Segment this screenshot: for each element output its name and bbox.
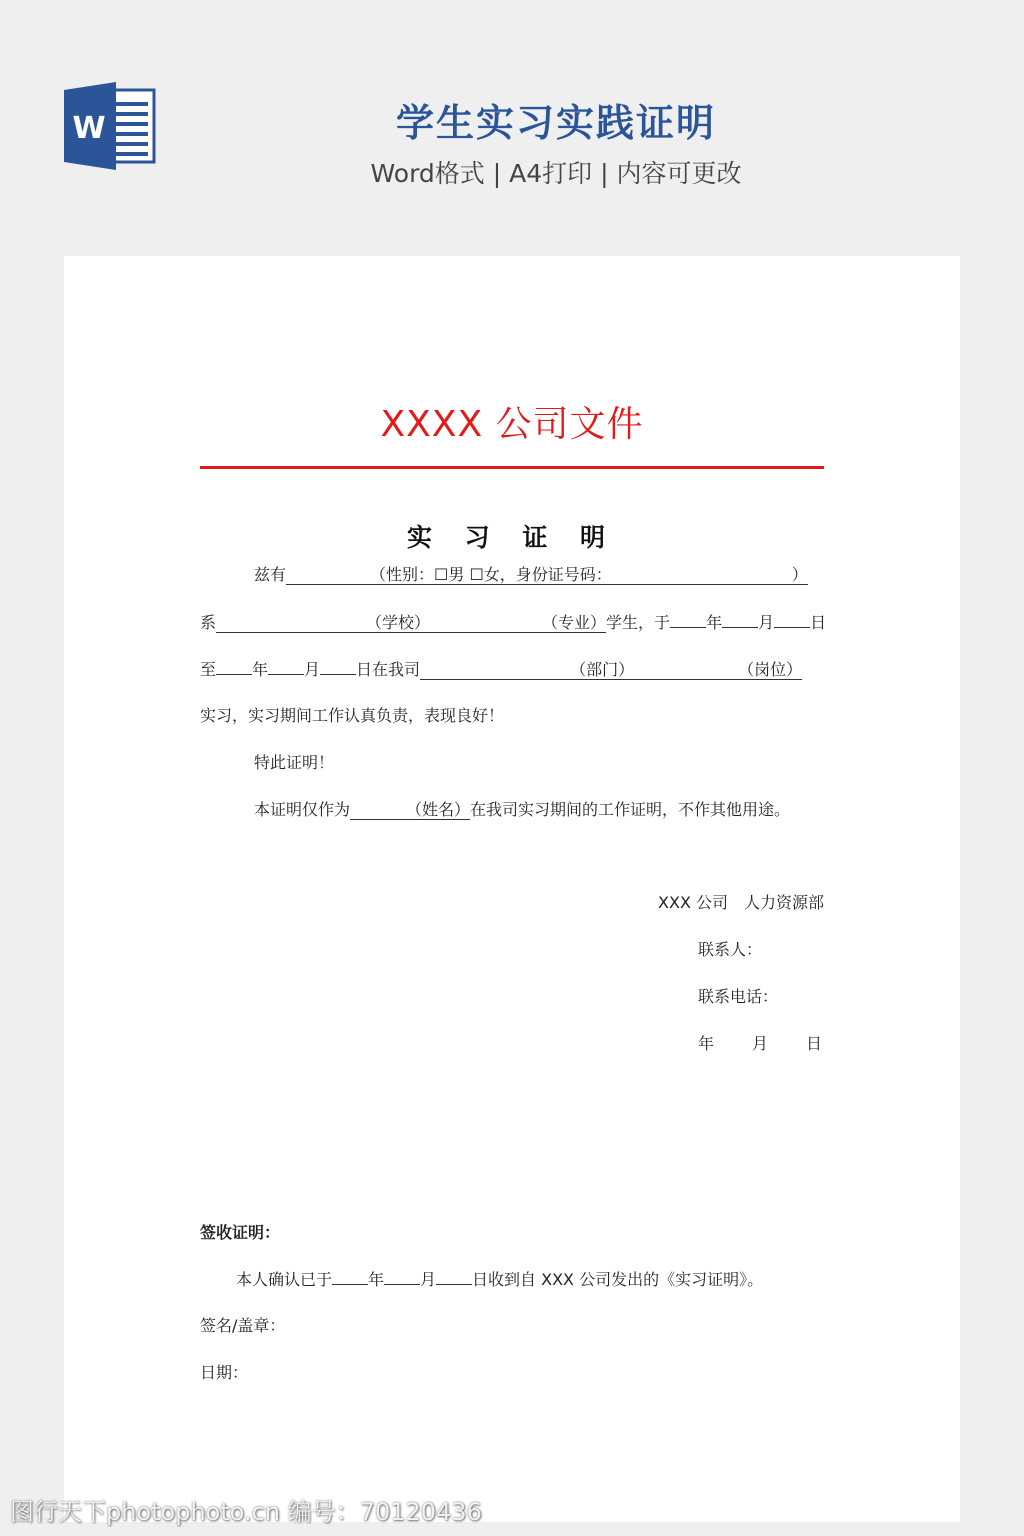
- school-blank[interactable]: （学校） （专业）: [216, 613, 606, 633]
- receipt-heading: 签收证明：: [200, 1223, 281, 1242]
- end-year-blank[interactable]: [216, 657, 252, 675]
- signature-date: 年 月 日: [698, 1034, 823, 1053]
- receipt-year-blank[interactable]: [332, 1267, 368, 1285]
- paragraph-line-2: 系 （学校） （专业）学生，于 年 月 日: [200, 610, 824, 635]
- header-subtitle: Word格式 | A4打印 | 内容可更改: [370, 159, 742, 188]
- paragraph-line-3: 至 年 月 日在我司 （部门） （岗位）: [200, 657, 824, 682]
- paragraph-line-4: 实习，实习期间工作认真负责，表现良好！: [200, 706, 505, 725]
- paragraph-line-5: 特此证明！: [254, 753, 335, 772]
- start-day-blank[interactable]: [774, 610, 810, 628]
- receipt-sign-label: 签名/盖章：: [200, 1316, 286, 1335]
- company-title: XXXX 公司文件: [380, 404, 644, 445]
- start-month-blank[interactable]: [722, 610, 758, 628]
- red-divider: [200, 466, 824, 469]
- paragraph-line-6: 本证明仅作为 （姓名）在我司实习期间的工作证明，不作其他用途。: [254, 800, 791, 819]
- document-title: 实 习 证 明: [406, 523, 618, 552]
- contact-person-label: 联系人：: [698, 940, 763, 959]
- header-title: 学生实习实践证明: [395, 101, 716, 145]
- receipt-day-blank[interactable]: [436, 1267, 472, 1285]
- end-day-blank[interactable]: [320, 657, 356, 675]
- watermark-text: 图行天下photophoto.cn 编号：70120436: [10, 1498, 482, 1526]
- receipt-text: 本人确认已于 年 月 日收到自 XXX 公司发出的《实习证明》。: [200, 1267, 860, 1292]
- receipt-date-label: 日期：: [200, 1363, 249, 1382]
- name-blank[interactable]: （性别：☐男 ☐女，身份证号码： ）: [286, 565, 808, 585]
- intern-name-blank[interactable]: （姓名）: [350, 800, 470, 820]
- end-month-blank[interactable]: [268, 657, 304, 675]
- word-icon: [64, 82, 156, 170]
- dept-blank[interactable]: （部门） （岗位）: [420, 660, 802, 680]
- paragraph-line-1: 兹有 （性别：☐男 ☐女，身份证号码： ）: [254, 565, 808, 584]
- receipt-month-blank[interactable]: [384, 1267, 420, 1285]
- svg-text:W: W: [72, 111, 106, 146]
- signature-org: XXX 公司 人力资源部: [658, 893, 824, 912]
- document-page: [64, 256, 960, 1522]
- start-year-blank[interactable]: [670, 610, 706, 628]
- contact-phone-label: 联系电话：: [698, 987, 779, 1006]
